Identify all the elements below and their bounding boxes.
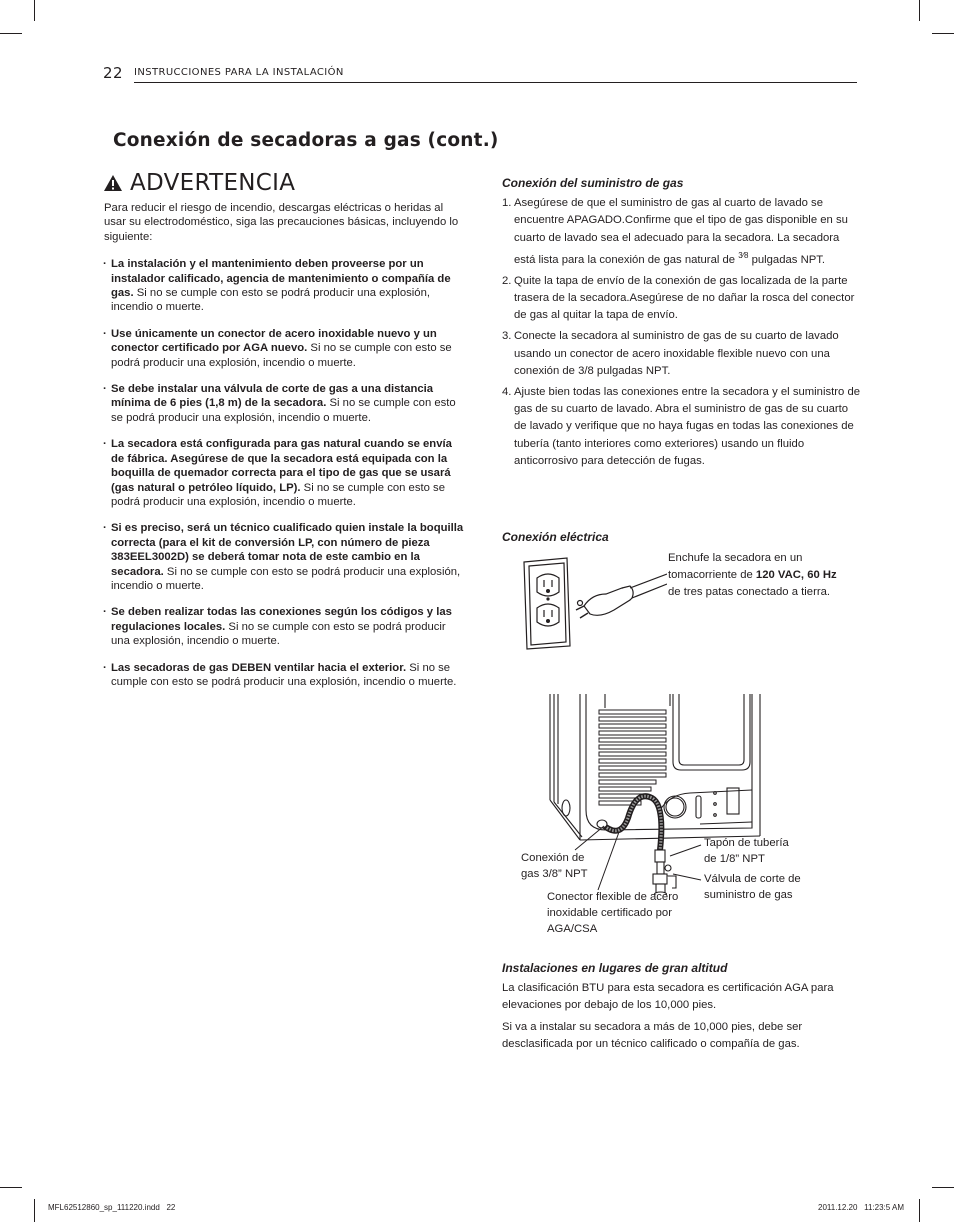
footer-file-slug: MFL62512860_sp_111220.indd 22 bbox=[48, 1203, 176, 1212]
bullet-text: Si no se cumple con esto se podrá producir una explosión, incendio o muerte. bbox=[111, 287, 431, 314]
bullet-text: Si no se cumple con esto se podrá producir una explosión, incendio o muerte. bbox=[111, 661, 457, 688]
page-number: 22 bbox=[103, 64, 124, 82]
bullet-text: Si no se cumple con esto se podrá producir una explosión, incendio o muerte. bbox=[111, 397, 456, 424]
label-flex-connector: Conector flexible de acero inoxidable certificado por AGA/CSA bbox=[547, 891, 679, 935]
electrical-text: Enchufe la secadora en un tomacorriente de bbox=[668, 552, 803, 582]
bullet-text: Si no se cumple con esto se podrá producir una explosión, incendio o muerte. bbox=[111, 620, 446, 648]
bullet-bold: Use únicamente un conector de acero inoxidable nuevo y un conector certificado por AGA nuevo. bbox=[111, 327, 437, 355]
altitude-section bbox=[502, 960, 862, 1057]
altitude-heading: Instalaciones en lugares de gran altitud bbox=[502, 961, 728, 975]
step-text: Asegúrese de que el suministro de gas al cuarto de lavado se encuentre APAGADO.Confirme que el tipo de gas disponible en su cuarto de lavado sea el adecuado para la secadora. La secadora está lista para la conexión de gas natural de bbox=[514, 197, 848, 266]
step-number: 1. bbox=[502, 197, 512, 210]
step-number: 2. bbox=[502, 274, 512, 287]
bullet-text: Si no se cumple con esto se podrá producir una explosión, incendio o muerte. bbox=[111, 481, 445, 508]
electrical-spec: 120 VAC, 60 Hz bbox=[755, 569, 837, 582]
warning-heading-text: ADVERTENCIA bbox=[130, 170, 296, 196]
step-number: 3. bbox=[502, 330, 512, 343]
altitude-paragraph: La clasificación BTU para esta secadora es certificación AGA para elevaciones por debajo de los 10,000 pies. bbox=[502, 982, 834, 1012]
step-text: pulgadas NPT. bbox=[748, 253, 826, 266]
section-title: Conexión de secadoras a gas (cont.) bbox=[113, 130, 499, 151]
label-pipe-plug: Tapón de tubería de 1/8” NPT bbox=[704, 837, 789, 865]
bullet-bold: Se debe instalar una válvula de corte de gas a una distancia mínima de 6 pies (1,8 m) de la secadora. bbox=[111, 383, 434, 410]
bullet-bold: Se deben realizar todas las conexiones según los códigos y las regulaciones locales. bbox=[111, 606, 452, 633]
warning-intro: Para reducir el riesgo de incendio, descargas eléctricas o heridas al usar su electrodoméstico, siga las precauciones básicas, incluyendo lo siguiente: bbox=[104, 202, 459, 243]
footer-timestamp: 2011.12.20 11:23:5 AM bbox=[818, 1203, 904, 1212]
electrical-heading: Conexión eléctrica bbox=[502, 530, 609, 544]
bullet-bold: La instalación y el mantenimiento deben proveerse por un instalador calificado, agencia de mantenimiento o compañía de gas. bbox=[111, 258, 451, 300]
label-shutoff-valve: Válvula de corte de suministro de gas bbox=[704, 873, 801, 901]
step-text: Conecte la secadora al suministro de gas de su cuarto de lavado usando un conector de acero inoxidable flexible nuevo con una conexión de 3/8 pulgadas NPT. bbox=[514, 330, 839, 377]
step-text: Ajuste bien todas las conexiones entre la secadora y el suministro de gas de su cuarto de lavado. Abra el suministro de gas de su cuarto de lavado y verifique que no haya fugas en todas las conexiones de tubería (tanto interiores como exteriores) usando un fluido anticorrosivo para detección de fugas. bbox=[514, 386, 861, 467]
step-text: Quite la tapa de envío de la conexión de gas localizada de la parte trasera de la secadora.Asegúrese de no dañar la rosca del conector de gas al quitar la tapa de envío. bbox=[514, 274, 855, 322]
bullet-bold: Si es preciso, será un técnico cualificado quien instale la boquilla correcta (para el kit de conversión LP, con número de pieza 383EEL3002D) se deberá tomar nota de este cambio en la secadora. bbox=[111, 522, 464, 578]
electrical-text: de tres patas conectado a tierra. bbox=[668, 586, 831, 599]
bullet-text: Si no se cumple con esto se podrá producir una explosión, incendio o muerte. bbox=[111, 342, 452, 369]
bullet-bold: La secadora está configurada para gas natural cuando se envía de fábrica. Asegúrese de que la secadora está equipada con la boquilla de quemador correcta para el tipo de gas que se usará (gas natural o petróleo líquido, LP). bbox=[111, 438, 452, 494]
bullet-text: Si no se cumple con esto se podrá producir una explosión, incendio o muerte. bbox=[111, 565, 461, 592]
altitude-paragraph: Si va a instalar su secadora a más de 10,000 pies, debe ser desclasificada por un técnico calificado o compañía de gas. bbox=[502, 1020, 803, 1050]
label-gas-connection: Conexión de gas 3/8” NPT bbox=[521, 852, 588, 880]
fraction: 3⁄8 bbox=[738, 250, 749, 260]
running-header-title: INSTRUCCIONES PARA LA INSTALACIÓN bbox=[134, 67, 344, 78]
gas-supply-heading: Conexión del suministro de gas bbox=[502, 176, 684, 190]
step-number: 4. bbox=[502, 386, 512, 398]
bullet-bold: Las secadoras de gas DEBEN ventilar hacia el exterior. bbox=[111, 661, 407, 674]
